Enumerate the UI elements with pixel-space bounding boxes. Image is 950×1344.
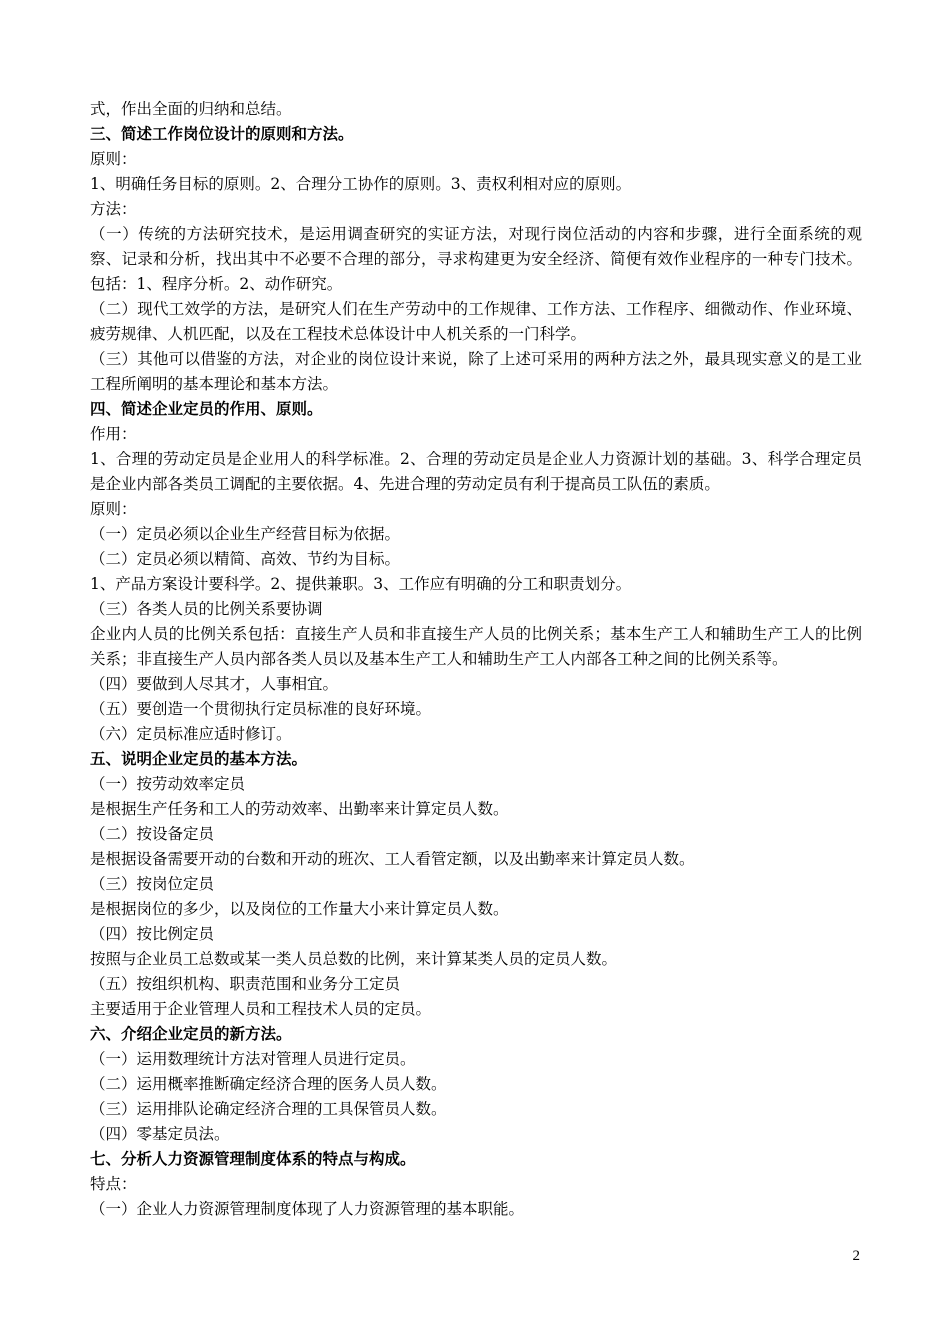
paragraph: （四）按比例定员: [90, 925, 215, 943]
paragraph: （二）定员必须以精简、高效、节约为目标。: [90, 550, 401, 568]
paragraph: （一）运用数理统计方法对管理人员进行定员。: [90, 1050, 416, 1068]
paragraph: 主要适用于企业管理人员和工程技术人员的定员。: [90, 1000, 432, 1018]
paragraph: （五）要创造一个贯彻执行定员标准的良好环境。: [90, 700, 432, 718]
paragraph: 原则：: [90, 150, 137, 168]
paragraph: （一）定员必须以企业生产经营目标为依据。: [90, 525, 401, 543]
page-number: 2: [852, 1248, 860, 1264]
paragraph: 原则：: [90, 500, 137, 518]
paragraph: 按照与企业员工总数或某一类人员总数的比例，来计算某类人员的定员人数。: [90, 950, 618, 968]
paragraph: （三）运用排队论确定经济合理的工具保管员人数。: [90, 1100, 447, 1118]
paragraph: 是根据生产任务和工人的劳动效率、出勤率来计算定员人数。: [90, 800, 509, 818]
section-heading: 四、简述企业定员的作用、原则。: [90, 400, 323, 418]
paragraph: （六）定员标准应适时修订。: [90, 725, 292, 743]
paragraph: （五）按组织机构、职责范围和业务分工定员: [90, 975, 401, 993]
paragraph: 式，作出全面的归纳和总结。: [90, 100, 292, 118]
section-heading: 七、分析人力资源管理制度体系的特点与构成。: [90, 1150, 416, 1168]
paragraph: （三）按岗位定员: [90, 875, 215, 893]
paragraph: （二）现代工效学的方法，是研究人们在生产劳动中的工作规律、工作方法、工作程序、细微动作、作业环境、疲劳规律、人机匹配，以及在工程技术总体设计中人机关系的一门科学。: [90, 300, 862, 343]
paragraph: （四）要做到人尽其才，人事相宜。: [90, 675, 339, 693]
section-heading: 五、说明企业定员的基本方法。: [90, 750, 308, 768]
paragraph: （三）其他可以借鉴的方法，对企业的岗位设计来说，除了上述可采用的两种方法之外，最具现实意义的是工业工程所阐明的基本理论和基本方法。: [90, 350, 862, 393]
document-body: [90, 97, 862, 1222]
section-heading: 六、介绍企业定员的新方法。: [90, 1025, 292, 1043]
paragraph: 企业内人员的比例关系包括：直接生产人员和非直接生产人员的比例关系；基本生产工人和辅助生产工人的比例关系；非直接生产人员内部各类人员以及基本生产工人和辅助生产工人内部各工种之间的比例关系等。: [90, 625, 862, 668]
paragraph: 1、产品方案设计要科学。2、提供兼职。3、工作应有明确的分工和职责划分。: [90, 575, 632, 593]
section-heading: 三、简述工作岗位设计的原则和方法。: [90, 125, 354, 143]
paragraph: 是根据设备需要开动的台数和开动的班次、工人看管定额，以及出勤率来计算定员人数。: [90, 850, 695, 868]
paragraph: 方法：: [90, 200, 137, 218]
paragraph: （一）按劳动效率定员: [90, 775, 246, 793]
paragraph: 是根据岗位的多少，以及岗位的工作量大小来计算定员人数。: [90, 900, 509, 918]
paragraph: （一）企业人力资源管理制度体现了人力资源管理的基本职能。: [90, 1200, 525, 1218]
paragraph: （二）按设备定员: [90, 825, 215, 843]
paragraph: 1、明确任务目标的原则。2、合理分工协作的原则。3、责权利相对应的原则。: [90, 175, 632, 193]
paragraph: （三）各类人员的比例关系要协调: [90, 600, 323, 618]
paragraph: 1、合理的劳动定员是企业用人的科学标准。2、合理的劳动定员是企业人力资源计划的基础。3、科学合理定员是企业内部各类员工调配的主要依据。4、先进合理的劳动定员有利于提高员工队伍的素质。: [90, 450, 862, 493]
paragraph: 特点：: [90, 1175, 137, 1193]
paragraph: （二）运用概率推断确定经济合理的医务人员人数。: [90, 1075, 447, 1093]
paragraph: （四）零基定员法。: [90, 1125, 230, 1143]
paragraph: 作用：: [90, 425, 137, 443]
paragraph: （一）传统的方法研究技术，是运用调查研究的实证方法，对现行岗位活动的内容和步骤，进行全面系统的观察、记录和分析，找出其中不必要不合理的部分，寻求构建更为安全经济、简便有效作业程序的一种专门技术。包括：1、程序分析。2、动作研究。: [90, 225, 862, 293]
